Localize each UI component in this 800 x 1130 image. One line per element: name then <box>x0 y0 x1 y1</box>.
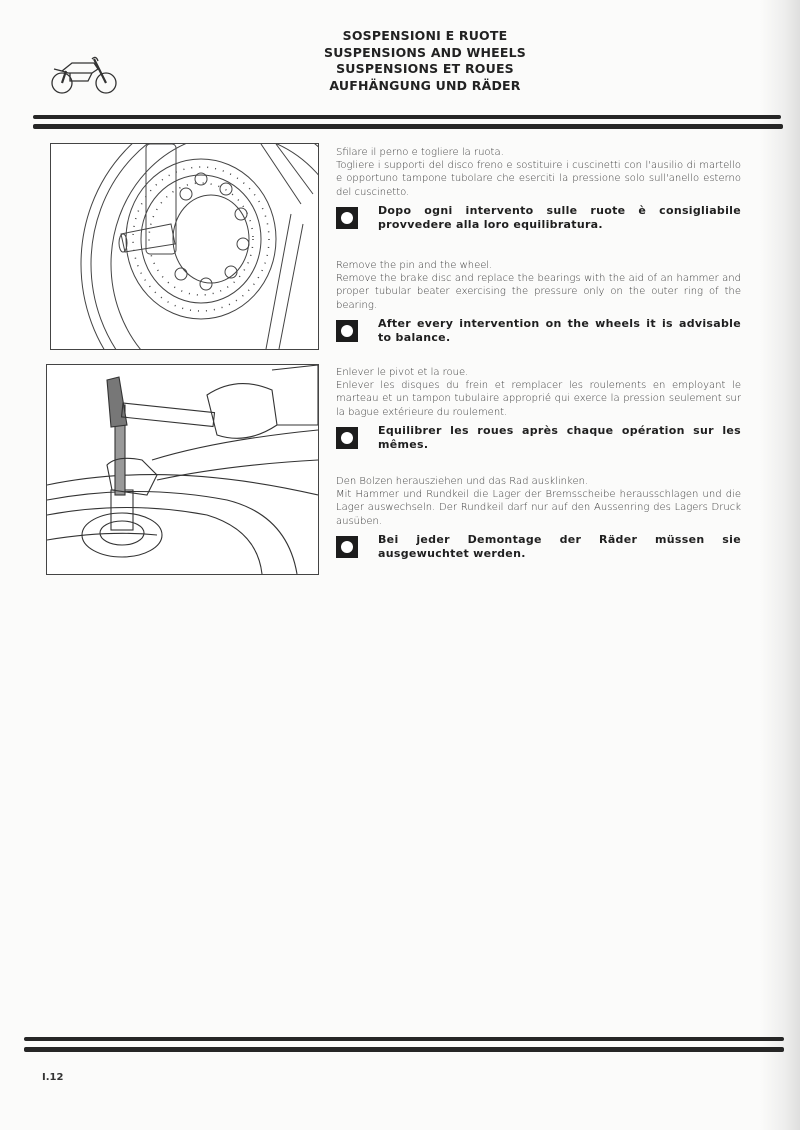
warning-square-icon <box>336 320 358 342</box>
note-block <box>336 204 741 232</box>
note-block <box>336 424 741 452</box>
section-english <box>336 259 741 345</box>
paragraph: Mit Hammer und Rundkeil die Lager der Bremsscheibe herausschlagen und die Lager auswechseln. Der Rundkeil darf nur auf den Aussenring des Lagers Druck ausüben. <box>336 489 741 527</box>
note-text: After every intervention on the wheels it is advisable to balance. <box>378 316 741 344</box>
note-block <box>336 317 741 345</box>
note-block <box>336 533 741 561</box>
title-de: AUFHÄNGUNG UND RÄDER <box>329 77 521 93</box>
section-italian <box>336 146 741 232</box>
paragraph: Togliere i supporti del disco freno e sostituire i cuscinetti con l'ausilio di martello e opportuno tampone tubolare che eserciti la pressione solo sull'anello esterno del cuscinetto. <box>336 160 741 198</box>
title-en: SUSPENSIONS AND WHEELS <box>324 44 526 60</box>
hammer-bearing-illustration <box>47 365 318 574</box>
warning-square-icon <box>336 427 358 449</box>
figure-brake-disc-wheel <box>50 143 319 350</box>
title-it: SOSPENSIONI E RUOTE <box>342 28 508 43</box>
warning-square-icon <box>336 207 358 229</box>
warning-square-icon <box>336 536 358 558</box>
page-number: I.12 <box>42 1072 64 1083</box>
paragraph: Enlever le pivot et la roue. <box>336 367 469 378</box>
page-edge-shadow <box>760 0 800 1130</box>
section-french <box>336 366 741 452</box>
figure-bearing-removal <box>46 364 319 575</box>
paragraph: Remove the pin and the wheel. <box>336 260 493 271</box>
header-rule-top <box>33 115 781 119</box>
section-german <box>336 475 741 561</box>
section-title <box>240 28 610 94</box>
paragraph: Enlever les disques du frein et remplacer les roulements en employant le marteau et un tampon tubulaire approprié qui exerce la pression seulement sur la bague extérieure du roulement. <box>336 380 741 418</box>
paragraph: Sfilare il perno e togliere la ruota. <box>336 147 504 158</box>
note-text: Bei jeder Demontage der Räder müssen sie ausgewuchtet werden. <box>378 532 741 560</box>
motorcycle-icon <box>48 55 120 95</box>
header-rule-bottom <box>33 124 783 129</box>
footer-rule-top <box>24 1037 784 1041</box>
note-text: Equilibrer les roues après chaque opération sur les mêmes. <box>378 423 741 451</box>
note-text: Dopo ogni intervento sulle ruote è consigliabile provvedere alla loro equilibratura. <box>378 203 741 231</box>
paragraph: Den Bolzen herausziehen und das Rad ausklinken. <box>336 476 589 487</box>
footer-rule-bottom <box>24 1047 784 1052</box>
title-fr: SUSPENSIONS ET ROUES <box>336 61 514 76</box>
wheel-disc-illustration <box>51 144 318 349</box>
paragraph: Remove the brake disc and replace the bearings with the aid of an hammer and proper tubular beater exercising the pressure only on the outer ring of the bearing. <box>336 273 741 311</box>
